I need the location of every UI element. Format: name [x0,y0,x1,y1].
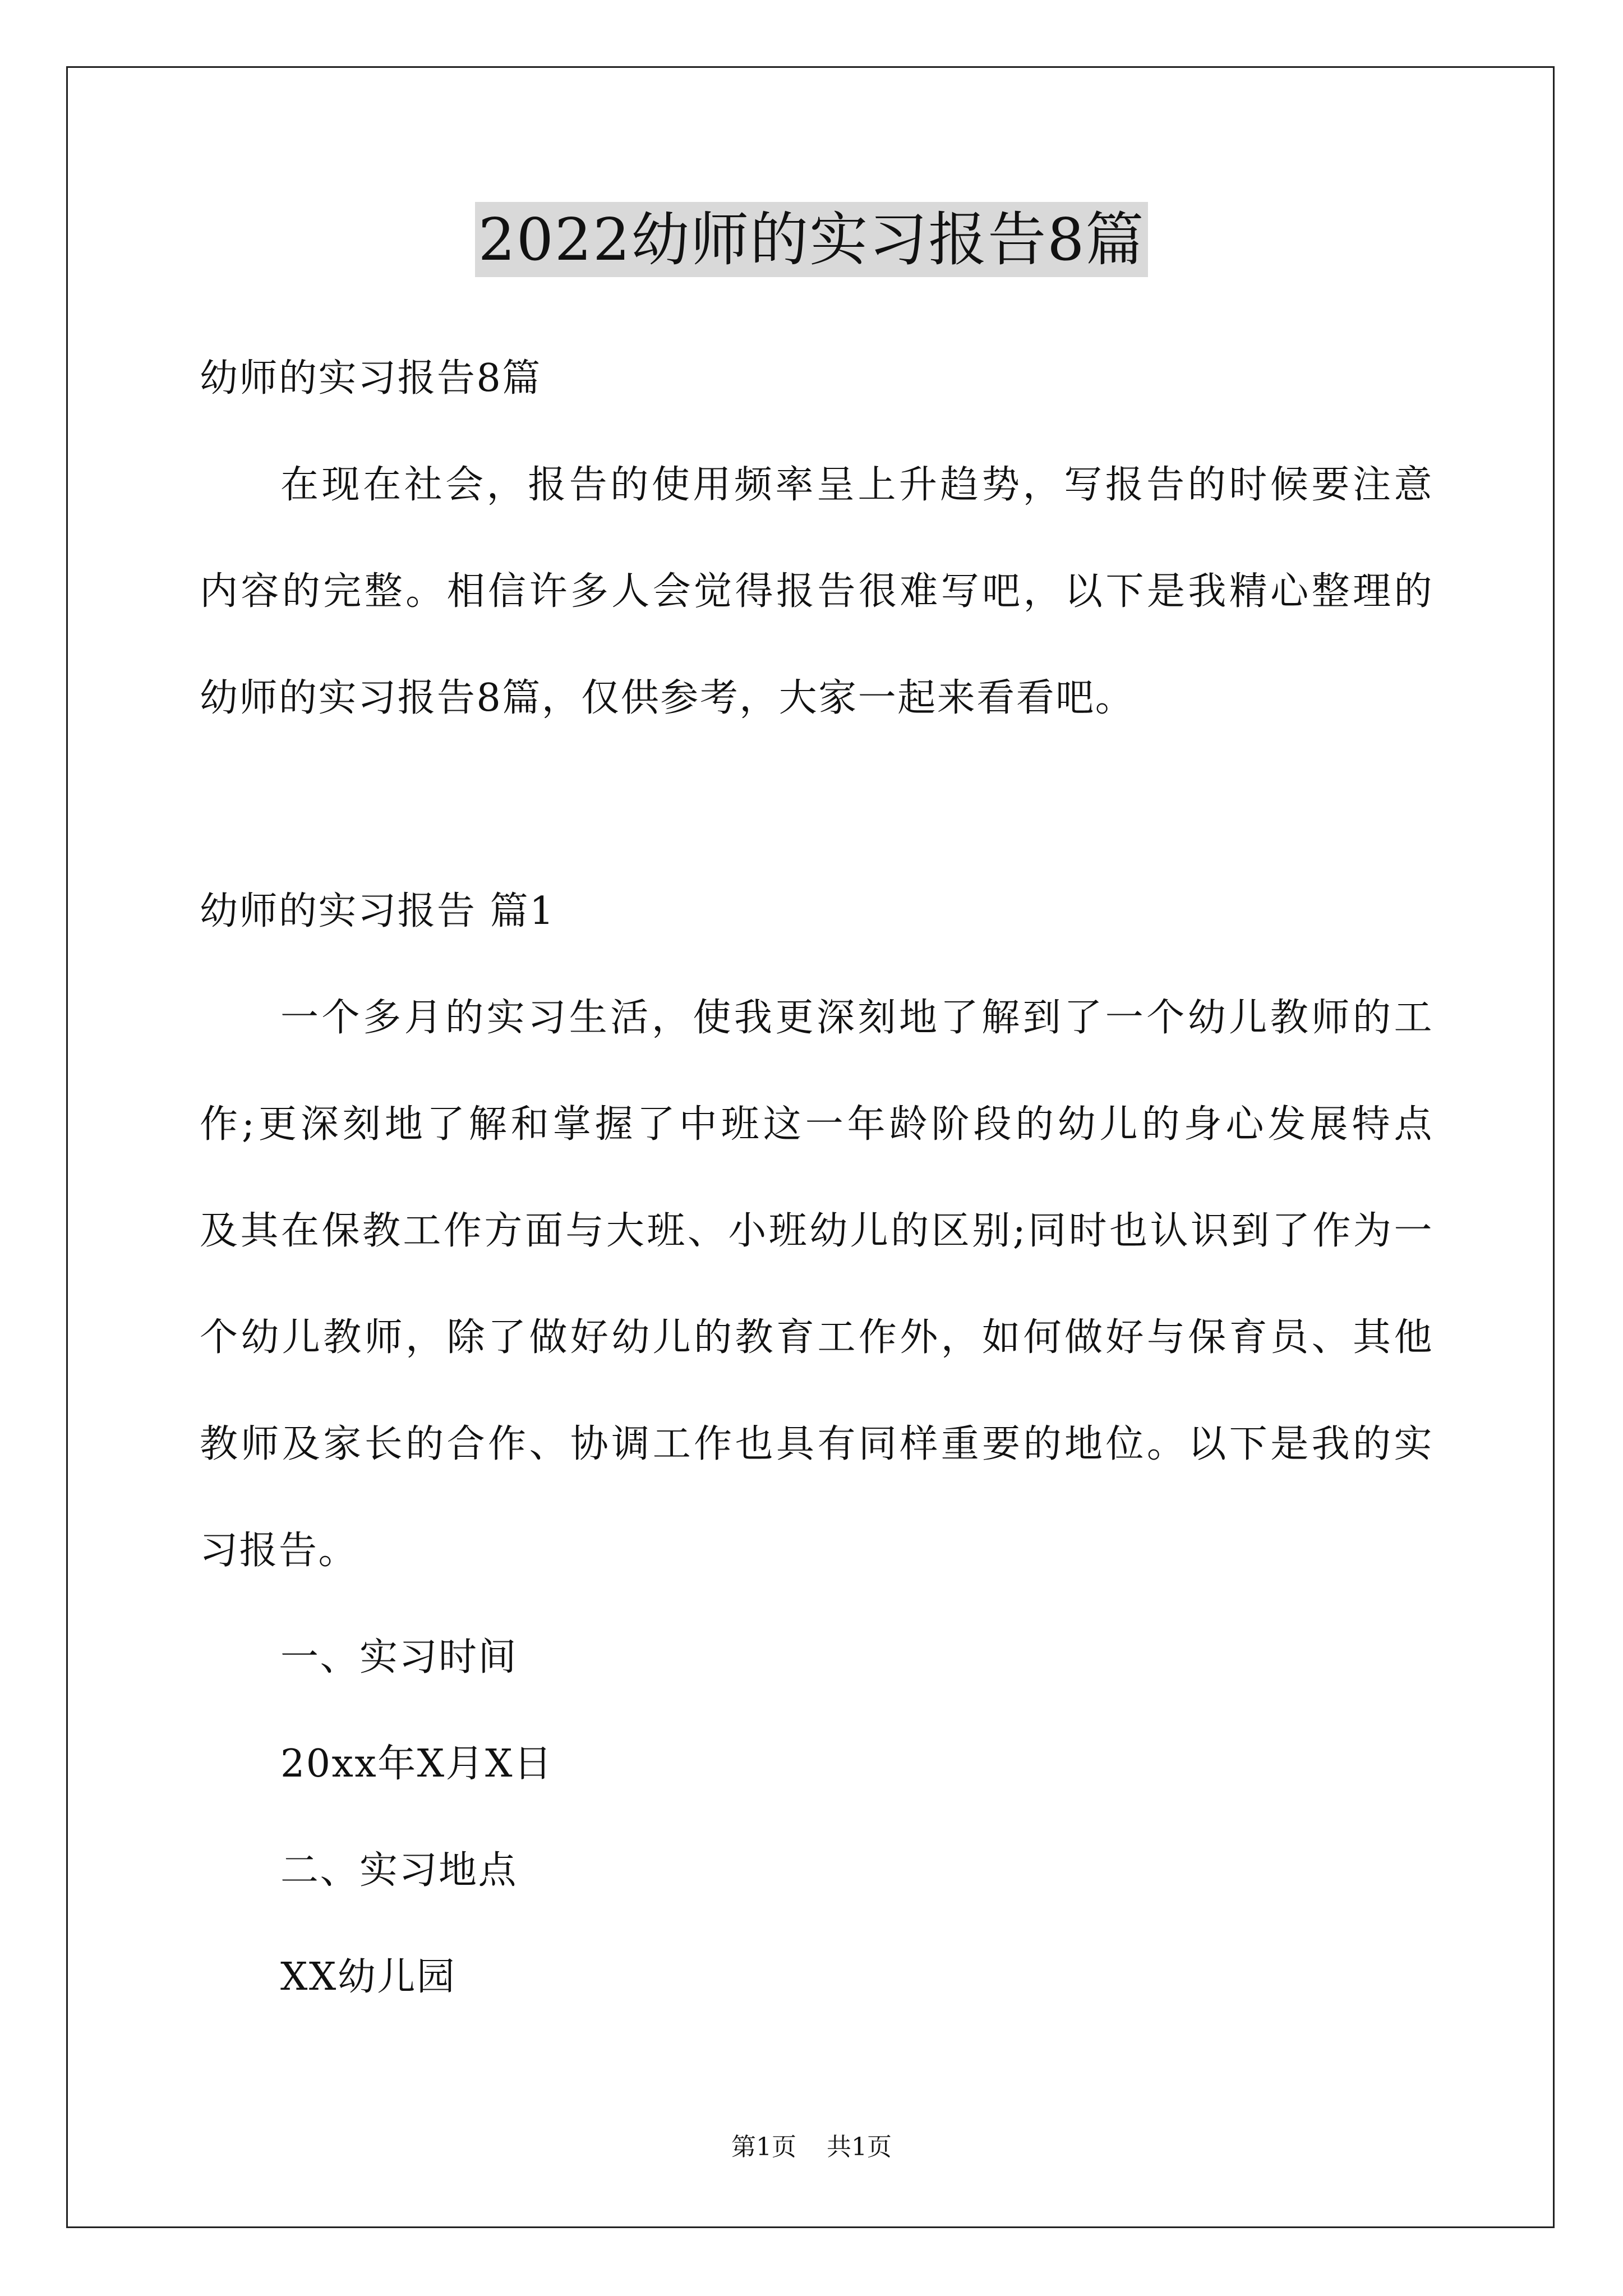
page-total: 共1页 [827,2133,892,2161]
body-line-3: 及其在保教工作方面与大班、小班幼儿的区别;同时也认识到了作为一 [200,1209,1433,1253]
intro-line-1: 在现在社会，报告的使用频率呈上升趋势，写报告的时候要注意 [280,463,1433,507]
item-internship-location-heading: 二、实习地点 [280,1848,518,1893]
body-line-4: 个幼儿教师，除了做好幼儿的教育工作外，如何做好与保育员、其他 [200,1315,1433,1360]
intro-line-2: 内容的完整。相信许多人会觉得报告很难写吧，以下是我精心整理的 [200,569,1433,614]
body-line-1: 一个多月的实习生活，使我更深刻地了解到了一个幼儿教师的工 [280,996,1433,1040]
title-container [0,202,1623,277]
page-footer [0,2132,1623,2163]
body-line-2: 作;更深刻地了解和掌握了中班这一年龄阶段的幼儿的身心发展特点 [200,1102,1433,1147]
page-number: 第1页 [731,2133,796,2161]
document-subtitle: 幼师的实习报告8篇 [200,356,542,401]
intro-line-3: 幼师的实习报告8篇，仅供参考，大家一起来看看吧。 [200,676,1135,720]
item-internship-time-heading: 一、实习时间 [280,1635,518,1680]
item-internship-date: 20xx年X月X日 [280,1742,554,1786]
body-line-6: 习报告。 [200,1529,358,1573]
document-title: 2022幼师的实习报告8篇 [475,202,1149,277]
item-internship-location: XX幼儿园 [280,1955,457,1999]
section-heading: 幼师的实习报告 篇1 [200,889,555,933]
body-line-5: 教师及家长的合作、协调工作也具有同样重要的地位。以下是我的实 [200,1422,1433,1466]
